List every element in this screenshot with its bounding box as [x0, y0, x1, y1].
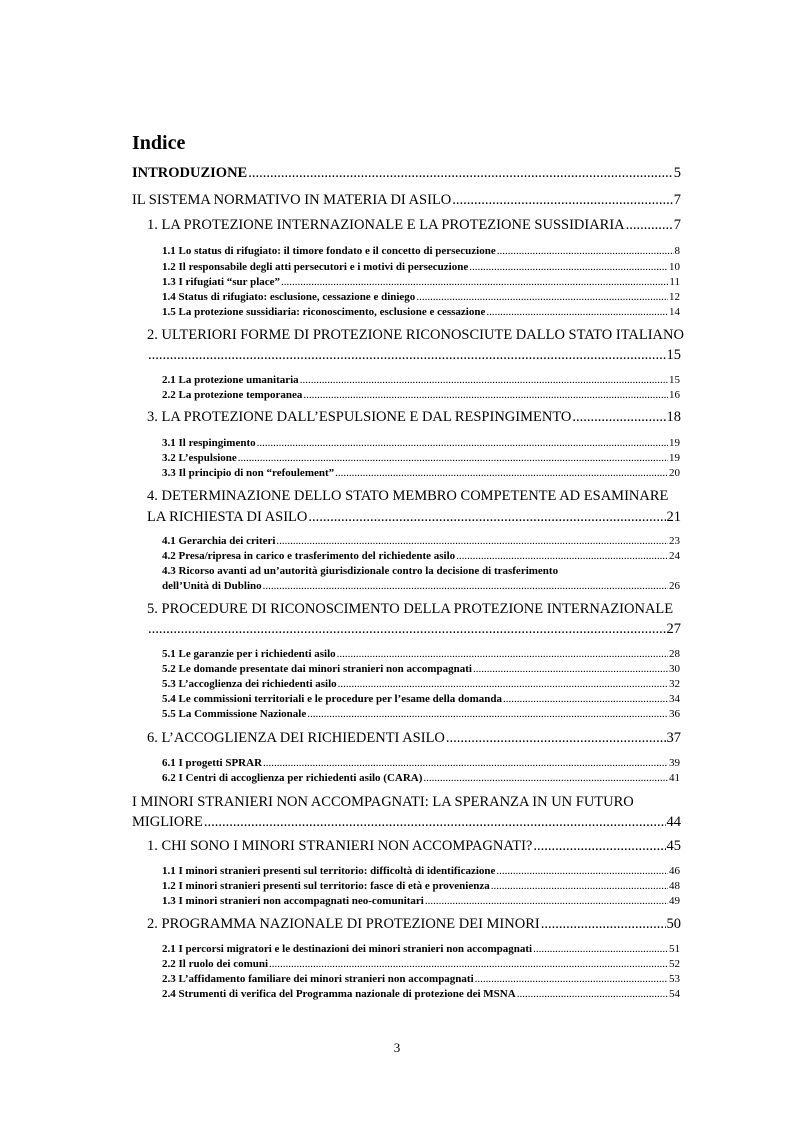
toc-entry-text[interactable]: I MINORI STRANIERI NON ACCOMPAGNATI: LA SPERANZA IN UN FUTURO	[132, 794, 634, 810]
toc-entry-page: 52	[669, 958, 680, 970]
toc-entry-page: 11	[669, 276, 680, 288]
dot-leader	[307, 708, 668, 720]
toc-entry-page: 30	[669, 663, 680, 675]
toc-title: Indice	[132, 132, 186, 154]
toc-entry-text: 2.1 I percorsi migratori e le destinazioni dei minori stranieri non accompagnati	[162, 943, 533, 955]
dot-leader	[204, 814, 666, 831]
dot-leader	[626, 217, 673, 234]
toc-entry-page: 27	[666, 621, 681, 637]
dot-leader	[248, 165, 673, 182]
toc-entry-text: dell’Unità di Dublino	[162, 580, 262, 592]
toc-entry-page: 54	[669, 988, 680, 1000]
dot-leader	[281, 276, 668, 288]
toc-entry[interactable]	[162, 467, 680, 479]
dot-leader	[486, 306, 668, 318]
dot-leader	[572, 409, 665, 426]
dot-leader	[475, 973, 668, 985]
toc-entry-text: 1. CHI SONO I MINORI STRANIERI NON ACCOMPAGNATI?	[147, 838, 533, 854]
toc-entry[interactable]	[162, 261, 680, 273]
dot-leader	[337, 648, 668, 660]
toc-entry-text: 3.3 Il principio di non “refoulement”	[162, 467, 335, 479]
toc-entry-text: 1.1 I minori stranieri presenti sul territorio: difficoltà di identificazione	[162, 865, 496, 877]
dot-leader	[491, 880, 668, 892]
toc-entry-text: 2.2 La protezione temporanea	[162, 389, 303, 401]
toc-entry-page: 39	[669, 757, 680, 769]
dot-leader	[497, 245, 674, 257]
toc-entry[interactable]	[162, 580, 680, 592]
toc-entry-text: 3. LA PROTEZIONE DALL’ESPULSIONE E DAL RESPINGIMENTO	[147, 409, 572, 425]
toc-entry[interactable]	[162, 374, 680, 386]
toc-entry-page: 8	[674, 245, 680, 257]
toc-entry[interactable]	[162, 276, 680, 288]
toc-entry-text: IL SISTEMA NORMATIVO IN MATERIA DI ASILO	[132, 192, 452, 208]
dot-leader	[496, 865, 668, 877]
toc-entry-page: 50	[666, 916, 681, 932]
toc-entry-text[interactable]: 5. PROCEDURE DI RICONOSCIMENTO DELLA PROTEZIONE INTERNAZIONALE	[147, 601, 674, 617]
dot-leader	[269, 958, 668, 970]
toc-entry-text: 6. L’ACCOGLIENZA DEI RICHIEDENTI ASILO	[147, 730, 445, 746]
toc-entry-text: 1. LA PROTEZIONE INTERNAZIONALE E LA PROTEZIONE SUSSIDIARIA	[147, 217, 625, 233]
dot-leader	[300, 374, 668, 386]
toc-entry-text: 3.2 L’espulsione	[162, 452, 237, 464]
toc-entry[interactable]	[132, 192, 681, 209]
toc-entry-text: 1.2 Il responsabile degli atti persecutori e i motivi di persecuzione	[162, 261, 469, 273]
toc-entry[interactable]	[162, 306, 680, 318]
toc-entry-text: 2.2 Il ruolo dei comuni	[162, 958, 269, 970]
dot-leader	[533, 943, 668, 955]
toc-entry-page: 51	[669, 943, 680, 955]
toc-entry-page: 26	[669, 580, 680, 592]
dot-leader	[541, 916, 666, 933]
toc-entry-page: 21	[666, 509, 681, 525]
toc-entry[interactable]	[162, 678, 680, 690]
toc-entry-text: 5.5 La Commissione Nazionale	[162, 708, 307, 720]
toc-entry[interactable]	[162, 973, 680, 985]
toc-entry-text[interactable]: 2. ULTERIORI FORME DI PROTEZIONE RICONOSCIUTE DALLO STATO ITALIANO	[147, 327, 684, 343]
dot-leader	[469, 261, 668, 273]
toc-entry-page: 7	[673, 217, 681, 233]
toc-entry-page: 14	[669, 306, 680, 318]
toc-entry-text: 2.1 La protezione umanitaria	[162, 374, 299, 386]
dot-leader	[303, 389, 668, 401]
toc-entry-page: 23	[669, 535, 680, 547]
toc-entry[interactable]	[162, 693, 680, 705]
toc-entry[interactable]	[162, 772, 680, 784]
toc-entry-text: 6.2 I Centri di accoglienza per richiedenti asilo (CARA)	[162, 772, 423, 784]
toc-entry-text: 1.5 La protezione sussidiaria: riconoscimento, esclusione e cessazione	[162, 306, 486, 318]
toc-entry-text: 5.4 Le commissioni territoriali e le procedure per l’esame della domanda	[162, 693, 503, 705]
toc-entry-text: 3.1 Il respingimento	[162, 437, 256, 449]
toc-entry-page: 48	[669, 880, 680, 892]
dot-leader	[473, 663, 668, 675]
toc-entry[interactable]	[162, 389, 680, 401]
toc-entry[interactable]	[147, 347, 681, 364]
dot-leader	[456, 550, 668, 562]
toc-entry[interactable]	[162, 880, 680, 892]
toc-entry[interactable]	[162, 452, 680, 464]
toc-entry[interactable]	[132, 814, 681, 831]
toc-entry[interactable]	[162, 245, 680, 257]
toc-entry[interactable]	[162, 437, 680, 449]
toc-entry-text: 4.2 Presa/ripresa in carico e trasferimento del richiedente asilo	[162, 550, 456, 562]
toc-entry-page: 7	[673, 192, 681, 208]
toc-entry-page: 37	[666, 730, 681, 746]
dot-leader	[276, 535, 668, 547]
dot-leader	[503, 693, 668, 705]
dot-leader	[425, 895, 668, 907]
toc-entry-page: 44	[666, 814, 681, 830]
toc-entry-text: 4.1 Gerarchia dei criteri	[162, 535, 276, 547]
dot-leader	[533, 838, 665, 855]
toc-entry-text[interactable]: 4. DETERMINAZIONE DELLO STATO MEMBRO COMPETENTE AD ESAMINARE	[147, 488, 669, 504]
toc-entry-page: 19	[669, 452, 680, 464]
toc-entry[interactable]	[147, 838, 681, 855]
toc-entry-page: 20	[669, 467, 680, 479]
toc-entry-text: 5.3 L’accoglienza dei richiedenti asilo	[162, 678, 337, 690]
dot-leader	[238, 452, 668, 464]
toc-entry[interactable]	[162, 757, 680, 769]
toc-entry-page: 34	[669, 693, 680, 705]
toc-entry-text: 1.2 I minori stranieri presenti sul territorio: fasce di età e provenienza	[162, 880, 490, 892]
toc-entry[interactable]	[147, 509, 681, 526]
dot-leader	[148, 347, 666, 364]
toc-entry-page: 32	[669, 678, 680, 690]
toc-entry-page: 12	[669, 291, 680, 303]
toc-entry[interactable]	[147, 621, 681, 638]
toc-entry[interactable]	[162, 550, 680, 562]
dot-leader	[263, 757, 668, 769]
toc-entry-text: 1.4 Status di rifugiato: esclusione, cessazione e diniego	[162, 291, 416, 303]
dot-leader	[517, 988, 668, 1000]
toc-entry-page: 36	[669, 708, 680, 720]
dot-leader	[308, 509, 665, 526]
toc-entry-text: INTRODUZIONE	[132, 165, 248, 181]
toc-entry[interactable]	[162, 708, 680, 720]
dot-leader	[257, 437, 668, 449]
toc-entry[interactable]	[147, 916, 681, 933]
toc-entry-page: 16	[669, 389, 680, 401]
toc-entry-text: 5.2 Le domande presentate dai minori stranieri non accompagnati	[162, 663, 472, 675]
toc-entry-page: 53	[669, 973, 680, 985]
toc-entry-page: 28	[669, 648, 680, 660]
toc-entry-text: 6.1 I progetti SPRAR	[162, 757, 263, 769]
toc-entry[interactable]	[162, 988, 680, 1000]
page-number: 3	[393, 1040, 401, 1055]
toc-entry[interactable]	[162, 958, 680, 970]
toc-entry-text: 2. PROGRAMMA NAZIONALE DI PROTEZIONE DEI MINORI	[147, 916, 540, 932]
toc-entry[interactable]	[162, 865, 680, 877]
dot-leader	[338, 678, 668, 690]
toc-entry-page: 10	[669, 261, 680, 273]
toc-entry-page: 49	[669, 895, 680, 907]
toc-entry[interactable]	[147, 409, 681, 426]
toc-entry-text: LA RICHIESTA DI ASILO	[147, 509, 308, 525]
toc-entry[interactable]	[162, 648, 680, 660]
dot-leader	[452, 192, 672, 209]
dot-leader	[263, 580, 668, 592]
toc-entry[interactable]	[132, 165, 681, 182]
toc-entry-text: MIGLIORE	[132, 814, 203, 830]
toc-entry-text[interactable]: 4.3 Ricorso avanti ad un’autorità giurisdizionale contro la decisione di trasferimento	[162, 565, 559, 577]
toc-entry[interactable]	[147, 730, 681, 747]
toc-entry-page: 45	[666, 838, 681, 854]
dot-leader	[423, 772, 668, 784]
toc-entry-page: 19	[669, 437, 680, 449]
toc-entry-page: 15	[666, 347, 681, 363]
toc-entry-text: 2.3 L’affidamento familiare dei minori stranieri non accompagnati	[162, 973, 474, 985]
toc-entry-text: 1.1 Lo status di rifugiato: il timore fondato e il concetto di persecuzione	[162, 245, 496, 257]
toc-entry[interactable]	[162, 535, 680, 547]
dot-leader	[416, 291, 668, 303]
toc-entry[interactable]	[162, 291, 680, 303]
toc-entry-page: 15	[669, 374, 680, 386]
toc-entry-text: 1.3 I minori stranieri non accompagnati neo-comunitari	[162, 895, 424, 907]
toc-entry-page: 18	[666, 409, 681, 425]
dot-leader	[148, 621, 666, 638]
toc-entry[interactable]	[162, 663, 680, 675]
toc-entry-page: 46	[669, 865, 680, 877]
toc-entry-page: 24	[669, 550, 680, 562]
toc-entry-text: 5.1 Le garanzie per i richiedenti asilo	[162, 648, 336, 660]
dot-leader	[446, 730, 666, 747]
toc-entry-page: 41	[669, 772, 680, 784]
toc-entry-text: 1.3 I rifugiati “sur place”	[162, 276, 281, 288]
toc-entry[interactable]	[162, 895, 680, 907]
toc-entry[interactable]	[162, 943, 680, 955]
toc-entry[interactable]	[147, 217, 681, 234]
toc-entry-page: 5	[673, 165, 681, 181]
toc-entry-text: 2.4 Strumenti di verifica del Programma nazionale di protezione dei MSNA	[162, 988, 516, 1000]
dot-leader	[335, 467, 668, 479]
